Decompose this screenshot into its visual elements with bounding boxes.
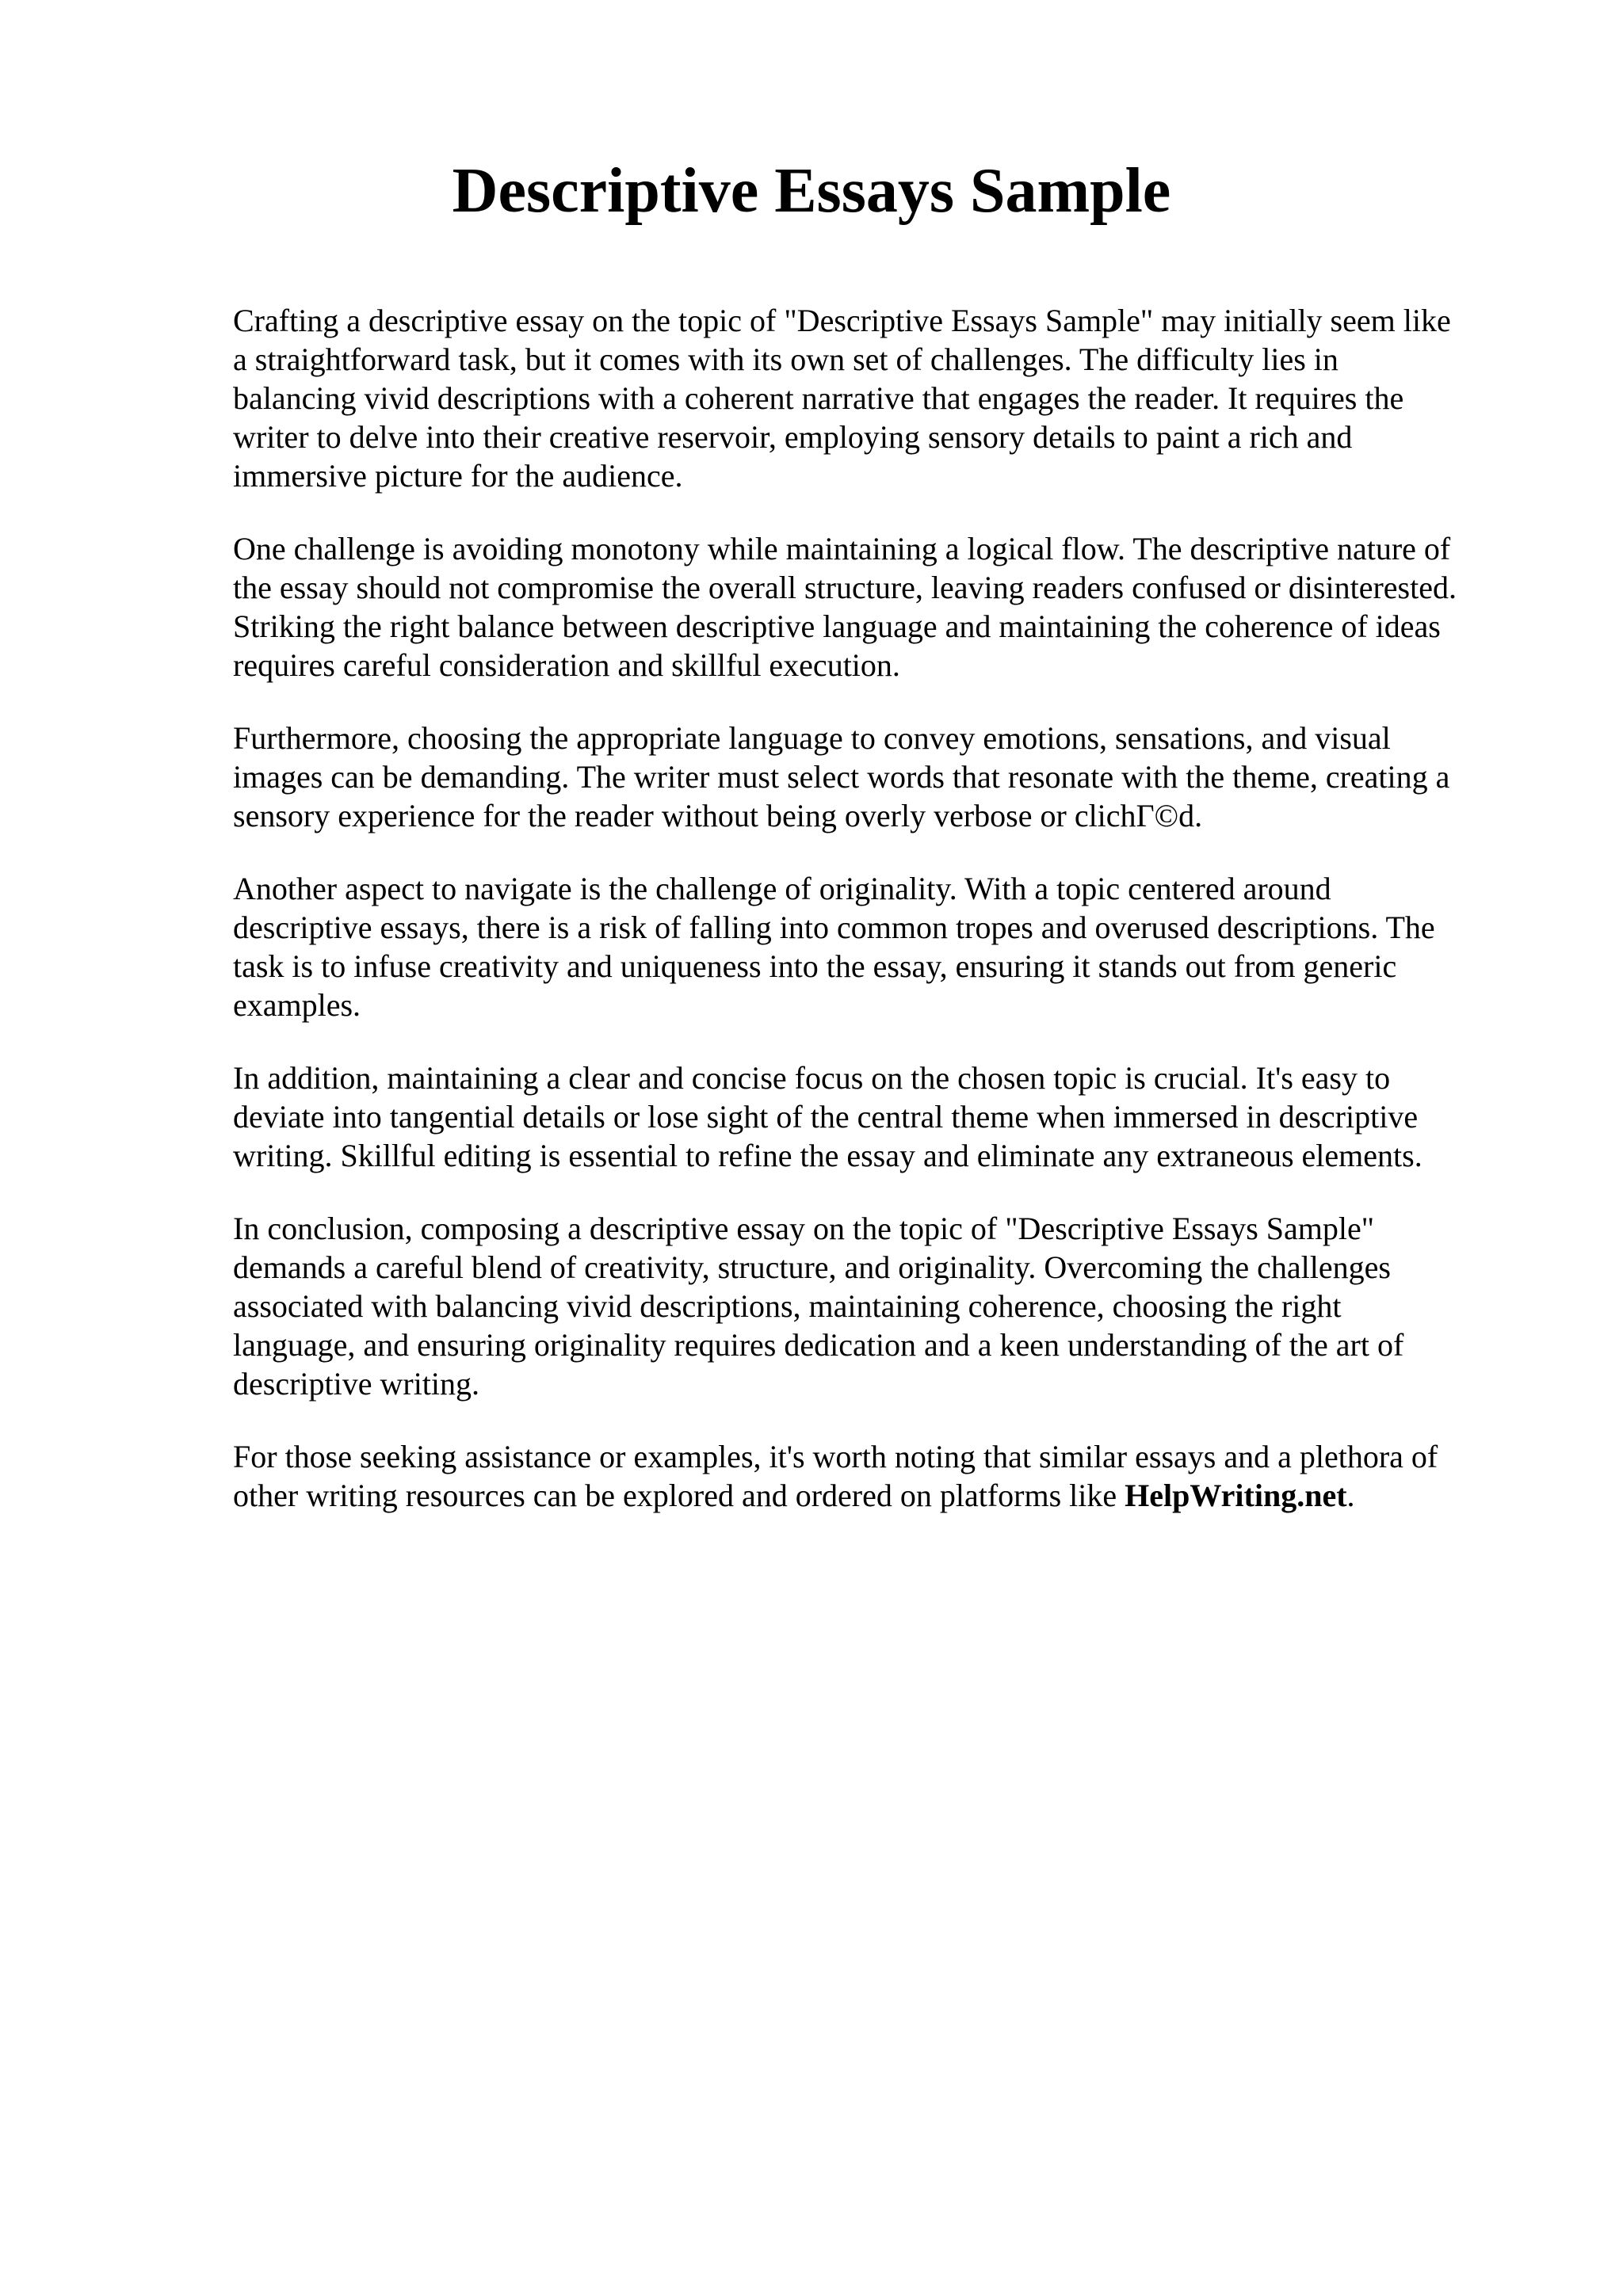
text-line: In addition, maintaining a clear and concise focus on the chosen topic is crucial. It's easy to <box>233 1060 1391 1096</box>
text-line: immersive picture for the audience. <box>233 458 683 494</box>
text-line: Striking the right balance between descriptive language and maintaining the coherence of ideas <box>233 608 1441 644</box>
text-line: sensory experience for the reader without being overly verbose or clichΓ©d. <box>233 798 1203 833</box>
text-line: balancing vivid descriptions with a coherent narrative that engages the reader. It requires the <box>233 380 1404 416</box>
text-line: deviate into tangential details or lose sight of the central theme when immersed in descriptive <box>233 1099 1419 1135</box>
text-line: One challenge is avoiding monotony while maintaining a logical flow. The descriptive nature of <box>233 531 1451 566</box>
paragraph-1 <box>233 301 1533 495</box>
essay-body <box>233 301 1533 1549</box>
paragraph-6 <box>233 1209 1533 1403</box>
text-segment: other writing resources can be explored and ordered on platforms like <box>233 1478 1125 1513</box>
text-line: descriptive essays, there is a risk of falling into common tropes and overused descriptions. The <box>233 910 1435 945</box>
text-line: images can be demanding. The writer must select words that resonate with the theme, creating a <box>233 759 1450 795</box>
helpwriting-link[interactable]: HelpWriting.net <box>1125 1478 1347 1513</box>
text-line: language, and ensuring originality requires dedication and a keen understanding of the art of <box>233 1327 1404 1363</box>
text-line: Another aspect to navigate is the challenge of originality. With a topic centered around <box>233 871 1331 906</box>
text-line <box>233 1476 1533 1515</box>
text-line: demands a careful blend of creativity, structure, and originality. Overcoming the challenges <box>233 1249 1391 1285</box>
paragraph-4 <box>233 869 1533 1024</box>
text-line: a straightforward task, but it comes with its own set of challenges. The difficulty lies in <box>233 341 1338 377</box>
text-line: examples. <box>233 987 361 1023</box>
text-line: requires careful consideration and skillful execution. <box>233 647 900 683</box>
paragraph-2 <box>233 529 1533 685</box>
text-line: associated with balancing vivid descriptions, maintaining coherence, choosing the right <box>233 1288 1342 1324</box>
text-line: In conclusion, composing a descriptive essay on the topic of "Descriptive Essays Sample" <box>233 1211 1375 1246</box>
text-line: task is to infuse creativity and uniqueness into the essay, ensuring it stands out from generic <box>233 948 1397 984</box>
paragraph-3 <box>233 719 1533 835</box>
text-line: writing. Skillful editing is essential to refine the essay and eliminate any extraneous elements. <box>233 1138 1423 1173</box>
page-title: Descriptive Essays Sample <box>452 156 1171 226</box>
text-segment: . <box>1346 1478 1355 1513</box>
text-line: For those seeking assistance or examples, it's worth noting that similar essays and a plethora of <box>233 1439 1438 1474</box>
text-line: Furthermore, choosing the appropriate language to convey emotions, sensations, and visual <box>233 720 1391 756</box>
text-line: Crafting a descriptive essay on the topic of "Descriptive Essays Sample" may initially seem like <box>233 303 1451 338</box>
text-line: writer to delve into their creative reservoir, employing sensory details to paint a rich and <box>233 419 1353 455</box>
text-line: descriptive writing. <box>233 1366 480 1402</box>
text-line: the essay should not compromise the overall structure, leaving readers confused or disinterested. <box>233 570 1457 605</box>
paragraph-7 <box>233 1437 1533 1515</box>
paragraph-5 <box>233 1058 1533 1175</box>
